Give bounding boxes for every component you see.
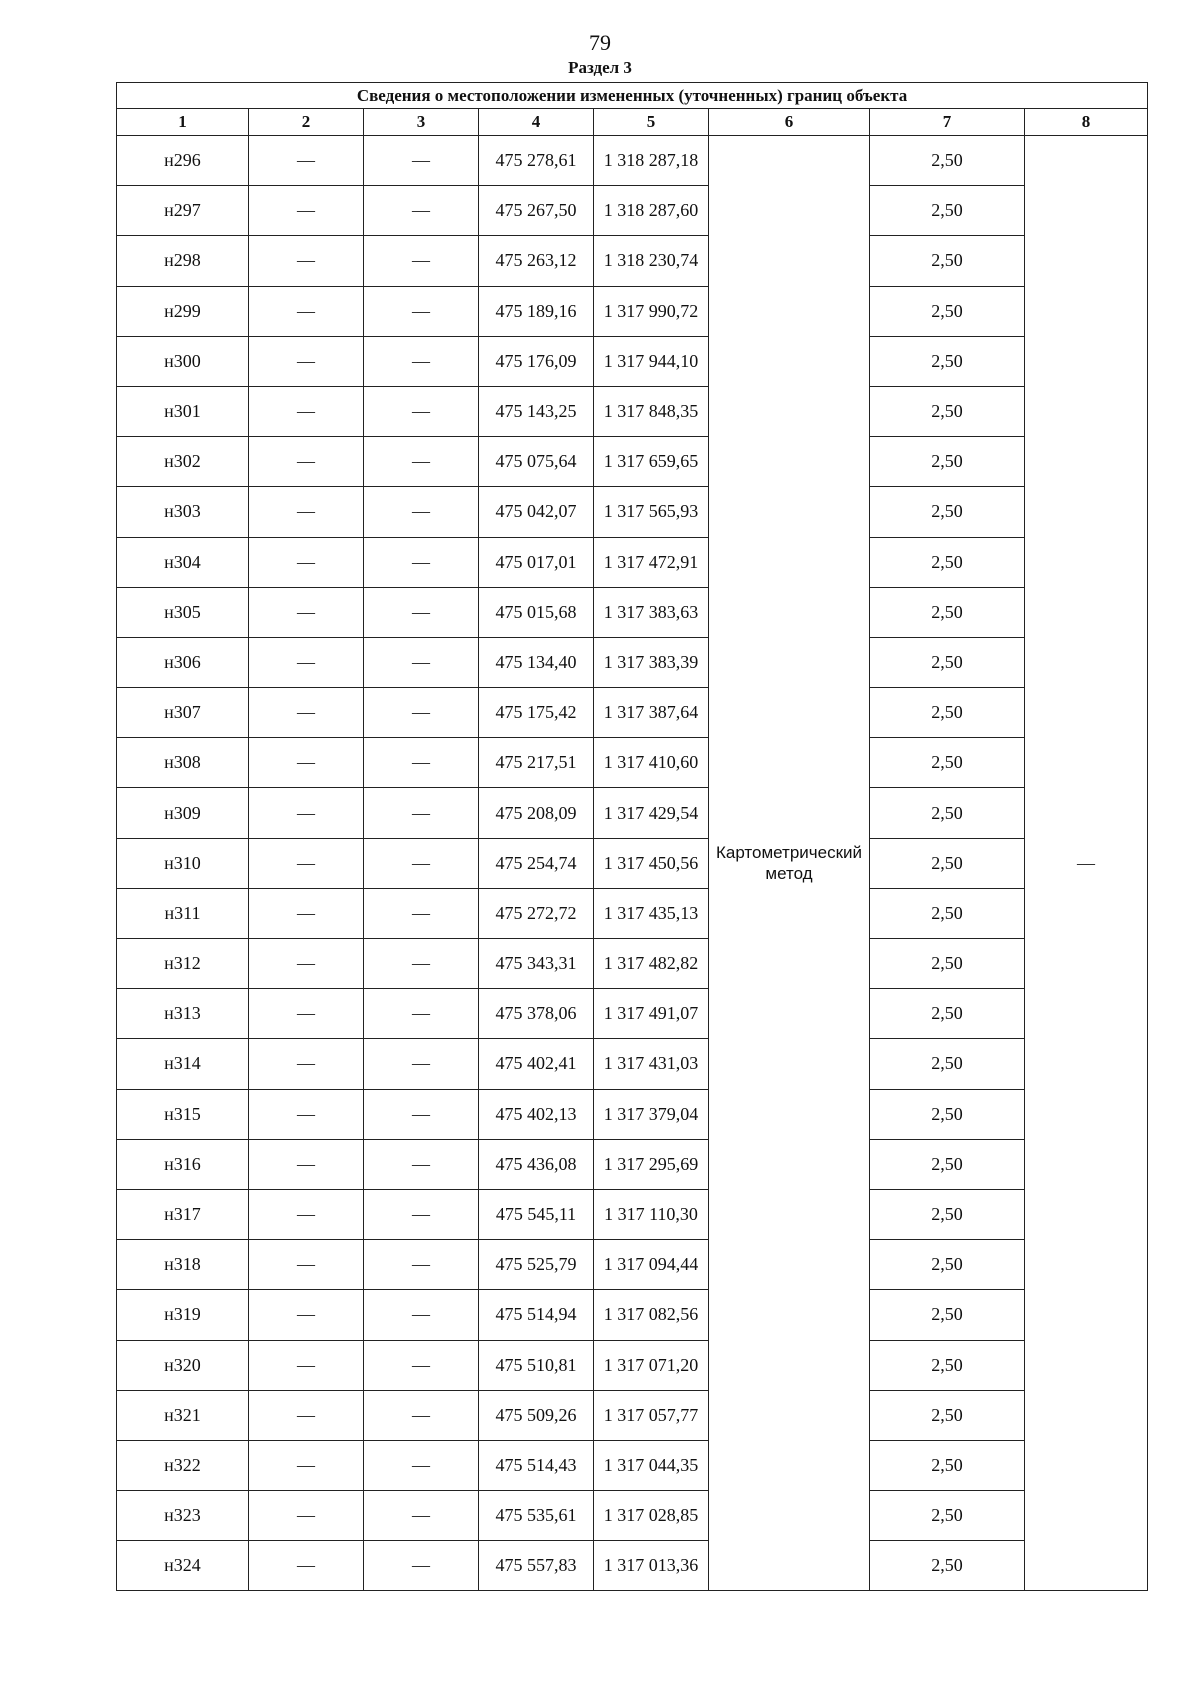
point-name-cell: н296 — [117, 136, 249, 186]
table-row — [117, 989, 1148, 1039]
table-row — [117, 637, 1148, 687]
column-number-7: 7 — [870, 109, 1025, 136]
table-row — [117, 437, 1148, 487]
table-row — [117, 1491, 1148, 1541]
y-coordinate-cell: 1 317 659,65 — [594, 437, 709, 487]
table-row — [117, 136, 1148, 186]
accuracy-cell: 2,50 — [870, 1139, 1025, 1189]
y-coordinate-cell: 1 317 387,64 — [594, 688, 709, 738]
x-coordinate-cell: 475 514,43 — [479, 1440, 594, 1490]
point-name-cell: н312 — [117, 939, 249, 989]
table-row — [117, 336, 1148, 386]
point-name-cell: н310 — [117, 838, 249, 888]
accuracy-cell: 2,50 — [870, 1340, 1025, 1390]
column-number-row — [117, 109, 1148, 136]
x-coordinate-cell: 475 278,61 — [479, 136, 594, 186]
column-3-cell: — — [364, 1139, 479, 1189]
x-coordinate-cell: 475 015,68 — [479, 587, 594, 637]
accuracy-cell: 2,50 — [870, 1240, 1025, 1290]
x-coordinate-cell: 475 208,09 — [479, 788, 594, 838]
column-2-cell: — — [249, 1491, 364, 1541]
point-name-cell: н315 — [117, 1089, 249, 1139]
column-2-cell: — — [249, 1139, 364, 1189]
column-3-cell: — — [364, 1440, 479, 1490]
y-coordinate-cell: 1 317 057,77 — [594, 1390, 709, 1440]
x-coordinate-cell: 475 267,50 — [479, 186, 594, 236]
point-name-cell: н324 — [117, 1541, 249, 1591]
column-number-4: 4 — [479, 109, 594, 136]
column-3-cell: — — [364, 236, 479, 286]
column-2-cell: — — [249, 788, 364, 838]
column-3-cell: — — [364, 1541, 479, 1591]
x-coordinate-cell: 475 343,31 — [479, 939, 594, 989]
y-coordinate-cell: 1 317 028,85 — [594, 1491, 709, 1541]
table-row — [117, 1139, 1148, 1189]
point-name-cell: н304 — [117, 537, 249, 587]
table-row — [117, 487, 1148, 537]
column-3-cell: — — [364, 487, 479, 537]
column-2-cell: — — [249, 989, 364, 1039]
boundary-coordinates-table — [116, 82, 1148, 1591]
point-name-cell: н313 — [117, 989, 249, 1039]
point-name-cell: н299 — [117, 286, 249, 336]
point-name-cell: н306 — [117, 637, 249, 687]
column-2-cell: — — [249, 386, 364, 436]
column-3-cell: — — [364, 888, 479, 938]
column-3-cell: — — [364, 1290, 479, 1340]
y-coordinate-cell: 1 317 379,04 — [594, 1089, 709, 1139]
table-row — [117, 888, 1148, 938]
y-coordinate-cell: 1 317 482,82 — [594, 939, 709, 989]
column-3-cell: — — [364, 386, 479, 436]
accuracy-cell: 2,50 — [870, 336, 1025, 386]
x-coordinate-cell: 475 042,07 — [479, 487, 594, 537]
table-row — [117, 788, 1148, 838]
y-coordinate-cell: 1 318 230,74 — [594, 236, 709, 286]
accuracy-cell: 2,50 — [870, 386, 1025, 436]
point-name-cell: н314 — [117, 1039, 249, 1089]
column-2-cell: — — [249, 637, 364, 687]
x-coordinate-cell: 475 557,83 — [479, 1541, 594, 1591]
column-3-cell: — — [364, 186, 479, 236]
y-coordinate-cell: 1 317 848,35 — [594, 386, 709, 436]
method-cell: Картометрический метод — [709, 136, 870, 1591]
column-2-cell: — — [249, 186, 364, 236]
accuracy-cell: 2,50 — [870, 838, 1025, 888]
point-name-cell: н320 — [117, 1340, 249, 1390]
column-2-cell: — — [249, 1089, 364, 1139]
table-row — [117, 738, 1148, 788]
y-coordinate-cell: 1 318 287,60 — [594, 186, 709, 236]
x-coordinate-cell: 475 436,08 — [479, 1139, 594, 1189]
table-row — [117, 688, 1148, 738]
table-row — [117, 939, 1148, 989]
table-row — [117, 186, 1148, 236]
y-coordinate-cell: 1 317 429,54 — [594, 788, 709, 838]
table-row — [117, 386, 1148, 436]
x-coordinate-cell: 475 075,64 — [479, 437, 594, 487]
column-3-cell: — — [364, 989, 479, 1039]
point-name-cell: н317 — [117, 1189, 249, 1239]
point-name-cell: н302 — [117, 437, 249, 487]
column-2-cell: — — [249, 1189, 364, 1239]
accuracy-cell: 2,50 — [870, 788, 1025, 838]
accuracy-cell: 2,50 — [870, 688, 1025, 738]
table-row — [117, 1390, 1148, 1440]
column-3-cell: — — [364, 587, 479, 637]
x-coordinate-cell: 475 535,61 — [479, 1491, 594, 1541]
y-coordinate-cell: 1 317 082,56 — [594, 1290, 709, 1340]
table-row — [117, 1541, 1148, 1591]
column-2-cell: — — [249, 437, 364, 487]
column-3-cell: — — [364, 1240, 479, 1290]
x-coordinate-cell: 475 143,25 — [479, 386, 594, 436]
column-2-cell: — — [249, 1340, 364, 1390]
column-2-cell: — — [249, 487, 364, 537]
table-row — [117, 1189, 1148, 1239]
accuracy-cell: 2,50 — [870, 888, 1025, 938]
accuracy-cell: 2,50 — [870, 537, 1025, 587]
column-3-cell: — — [364, 1039, 479, 1089]
y-coordinate-cell: 1 318 287,18 — [594, 136, 709, 186]
x-coordinate-cell: 475 176,09 — [479, 336, 594, 386]
y-coordinate-cell: 1 317 431,03 — [594, 1039, 709, 1089]
y-coordinate-cell: 1 317 013,36 — [594, 1541, 709, 1591]
point-name-cell: н309 — [117, 788, 249, 838]
column-3-cell: — — [364, 1390, 479, 1440]
column-2-cell: — — [249, 1541, 364, 1591]
column-3-cell: — — [364, 688, 479, 738]
column-3-cell: — — [364, 537, 479, 587]
y-coordinate-cell: 1 317 450,56 — [594, 838, 709, 888]
table-row — [117, 236, 1148, 286]
point-name-cell: н307 — [117, 688, 249, 738]
table-row — [117, 1039, 1148, 1089]
column-3-cell: — — [364, 1189, 479, 1239]
y-coordinate-cell: 1 317 410,60 — [594, 738, 709, 788]
column-2-cell: — — [249, 286, 364, 336]
column-number-6: 6 — [709, 109, 870, 136]
section-title: Раздел 3 — [568, 58, 632, 77]
y-coordinate-cell: 1 317 110,30 — [594, 1189, 709, 1239]
table-row — [117, 1340, 1148, 1390]
column-3-cell: — — [364, 1491, 479, 1541]
x-coordinate-cell: 475 525,79 — [479, 1240, 594, 1290]
table-row — [117, 1240, 1148, 1290]
x-coordinate-cell: 475 514,94 — [479, 1290, 594, 1340]
accuracy-cell: 2,50 — [870, 236, 1025, 286]
accuracy-cell: 2,50 — [870, 637, 1025, 687]
accuracy-cell: 2,50 — [870, 989, 1025, 1039]
column-3-cell: — — [364, 437, 479, 487]
column-2-cell: — — [249, 136, 364, 186]
accuracy-cell: 2,50 — [870, 286, 1025, 336]
point-name-cell: н301 — [117, 386, 249, 436]
accuracy-cell: 2,50 — [870, 1491, 1025, 1541]
table-row — [117, 838, 1148, 888]
y-coordinate-cell: 1 317 295,69 — [594, 1139, 709, 1189]
note-cell: — — [1025, 136, 1148, 1591]
column-2-cell: — — [249, 738, 364, 788]
y-coordinate-cell: 1 317 094,44 — [594, 1240, 709, 1290]
point-name-cell: н321 — [117, 1390, 249, 1440]
column-number-1: 1 — [117, 109, 249, 136]
x-coordinate-cell: 475 510,81 — [479, 1340, 594, 1390]
point-name-cell: н303 — [117, 487, 249, 537]
column-number-5: 5 — [594, 109, 709, 136]
y-coordinate-cell: 1 317 383,63 — [594, 587, 709, 637]
column-3-cell: — — [364, 336, 479, 386]
column-3-cell: — — [364, 738, 479, 788]
y-coordinate-cell: 1 317 990,72 — [594, 286, 709, 336]
table-row — [117, 587, 1148, 637]
column-3-cell: — — [364, 838, 479, 888]
column-2-cell: — — [249, 939, 364, 989]
accuracy-cell: 2,50 — [870, 738, 1025, 788]
accuracy-cell: 2,50 — [870, 1440, 1025, 1490]
table-row — [117, 286, 1148, 336]
column-3-cell: — — [364, 637, 479, 687]
x-coordinate-cell: 475 217,51 — [479, 738, 594, 788]
y-coordinate-cell: 1 317 071,20 — [594, 1340, 709, 1390]
point-name-cell: н308 — [117, 738, 249, 788]
y-coordinate-cell: 1 317 044,35 — [594, 1440, 709, 1490]
x-coordinate-cell: 475 402,41 — [479, 1039, 594, 1089]
x-coordinate-cell: 475 272,72 — [479, 888, 594, 938]
y-coordinate-cell: 1 317 491,07 — [594, 989, 709, 1039]
accuracy-cell: 2,50 — [870, 136, 1025, 186]
x-coordinate-cell: 475 017,01 — [479, 537, 594, 587]
column-3-cell: — — [364, 286, 479, 336]
table-caption: Сведения о местоположении измененных (уточненных) границ объекта — [117, 83, 1148, 109]
column-3-cell: — — [364, 1089, 479, 1139]
point-name-cell: н300 — [117, 336, 249, 386]
y-coordinate-cell: 1 317 944,10 — [594, 336, 709, 386]
x-coordinate-cell: 475 509,26 — [479, 1390, 594, 1440]
column-2-cell: — — [249, 1039, 364, 1089]
column-2-cell: — — [249, 1240, 364, 1290]
accuracy-cell: 2,50 — [870, 186, 1025, 236]
accuracy-cell: 2,50 — [870, 487, 1025, 537]
accuracy-cell: 2,50 — [870, 1189, 1025, 1239]
table-row — [117, 1290, 1148, 1340]
column-2-cell: — — [249, 1290, 364, 1340]
point-name-cell: н316 — [117, 1139, 249, 1189]
table-row — [117, 1440, 1148, 1490]
accuracy-cell: 2,50 — [870, 587, 1025, 637]
table-row — [117, 1089, 1148, 1139]
x-coordinate-cell: 475 134,40 — [479, 637, 594, 687]
accuracy-cell: 2,50 — [870, 1039, 1025, 1089]
accuracy-cell: 2,50 — [870, 1290, 1025, 1340]
point-name-cell: н311 — [117, 888, 249, 938]
x-coordinate-cell: 475 254,74 — [479, 838, 594, 888]
x-coordinate-cell: 475 378,06 — [479, 989, 594, 1039]
y-coordinate-cell: 1 317 383,39 — [594, 637, 709, 687]
column-2-cell: — — [249, 1390, 364, 1440]
accuracy-cell: 2,50 — [870, 1541, 1025, 1591]
point-name-cell: н318 — [117, 1240, 249, 1290]
point-name-cell: н298 — [117, 236, 249, 286]
accuracy-cell: 2,50 — [870, 1089, 1025, 1139]
y-coordinate-cell: 1 317 435,13 — [594, 888, 709, 938]
x-coordinate-cell: 475 263,12 — [479, 236, 594, 286]
accuracy-cell: 2,50 — [870, 437, 1025, 487]
accuracy-cell: 2,50 — [870, 1390, 1025, 1440]
column-number-8: 8 — [1025, 109, 1148, 136]
x-coordinate-cell: 475 189,16 — [479, 286, 594, 336]
column-3-cell: — — [364, 788, 479, 838]
column-3-cell: — — [364, 1340, 479, 1390]
column-2-cell: — — [249, 236, 364, 286]
column-3-cell: — — [364, 939, 479, 989]
column-2-cell: — — [249, 336, 364, 386]
point-name-cell: н305 — [117, 587, 249, 637]
column-2-cell: — — [249, 838, 364, 888]
x-coordinate-cell: 475 545,11 — [479, 1189, 594, 1239]
y-coordinate-cell: 1 317 565,93 — [594, 487, 709, 537]
point-name-cell: н319 — [117, 1290, 249, 1340]
column-number-3: 3 — [364, 109, 479, 136]
y-coordinate-cell: 1 317 472,91 — [594, 537, 709, 587]
column-2-cell: — — [249, 888, 364, 938]
column-2-cell: — — [249, 537, 364, 587]
page-number: 79 — [589, 30, 611, 55]
table-row — [117, 537, 1148, 587]
accuracy-cell: 2,50 — [870, 939, 1025, 989]
column-3-cell: — — [364, 136, 479, 186]
column-2-cell: — — [249, 587, 364, 637]
table-body — [117, 136, 1148, 1591]
point-name-cell: н323 — [117, 1491, 249, 1541]
point-name-cell: н297 — [117, 186, 249, 236]
column-2-cell: — — [249, 1440, 364, 1490]
column-number-2: 2 — [249, 109, 364, 136]
x-coordinate-cell: 475 402,13 — [479, 1089, 594, 1139]
x-coordinate-cell: 475 175,42 — [479, 688, 594, 738]
column-2-cell: — — [249, 688, 364, 738]
point-name-cell: н322 — [117, 1440, 249, 1490]
